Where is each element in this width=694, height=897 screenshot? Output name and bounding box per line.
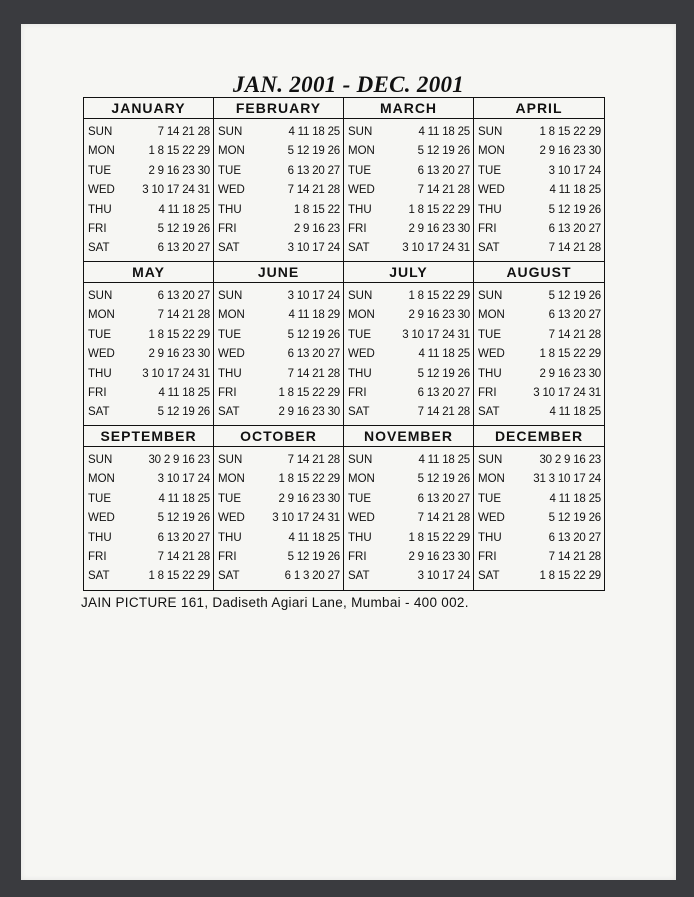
day-label: WED: [88, 348, 115, 361]
month-block-january: [84, 98, 214, 262]
day-label: THU: [348, 531, 372, 544]
day-row: [344, 403, 473, 422]
day-row: [214, 142, 343, 161]
week-rows: [344, 119, 473, 259]
day-dates: 4 11 18 25: [549, 406, 601, 419]
day-label: WED: [348, 512, 375, 525]
day-dates: 4 11 18 25: [288, 531, 340, 544]
day-dates: 5 12 19 26: [157, 222, 210, 235]
day-row: [344, 181, 473, 200]
day-dates: 6 13 20 27: [548, 309, 601, 322]
day-label: FRI: [348, 222, 367, 235]
day-dates: 7 14 21 28: [157, 126, 210, 138]
day-row: [84, 529, 213, 548]
day-row: [344, 142, 473, 161]
day-dates: 4 11 18 25: [418, 454, 470, 466]
day-row: [214, 181, 343, 200]
day-dates: 4 11 18 25: [549, 184, 601, 197]
day-label: TUE: [348, 492, 371, 505]
day-dates: 5 12 19 26: [287, 328, 340, 341]
month-name: FEBRUARY: [214, 98, 343, 119]
day-row: [84, 306, 213, 325]
day-label: SAT: [348, 406, 370, 419]
day-row: [474, 239, 604, 258]
day-row: [474, 451, 604, 470]
day-dates: 4 11 18 25: [418, 126, 470, 138]
day-dates: 4 11 18 25: [158, 492, 210, 505]
day-dates: 1 8 15 22 29: [278, 473, 340, 486]
day-label: THU: [478, 531, 502, 544]
day-dates: 4 11 18 25: [158, 203, 210, 216]
day-label: WED: [218, 512, 245, 525]
day-label: MON: [348, 473, 375, 486]
day-row: [344, 162, 473, 181]
calendar-grid: [83, 97, 605, 591]
day-label: TUE: [478, 164, 501, 177]
day-row: [214, 201, 343, 220]
day-dates: 1 8 15 22 29: [539, 570, 601, 583]
day-label: WED: [218, 184, 245, 197]
day-label: THU: [88, 531, 112, 544]
day-row: [84, 181, 213, 200]
day-row: [84, 123, 213, 142]
day-label: WED: [218, 348, 245, 361]
calendar-card: [21, 24, 676, 880]
day-dates: 5 12 19 26: [157, 406, 210, 419]
day-dates: 6 13 20 27: [157, 531, 210, 544]
day-label: FRI: [88, 550, 107, 563]
day-dates: 5 12 19 26: [287, 550, 340, 563]
day-row: [214, 470, 343, 489]
day-dates: 7 14 21 28: [417, 512, 470, 525]
month-name: AUGUST: [474, 262, 604, 283]
day-label: TUE: [88, 164, 111, 177]
day-row: [84, 509, 213, 528]
day-dates: 1 8 15 22 29: [148, 328, 210, 341]
day-row: [344, 345, 473, 364]
day-label: THU: [88, 203, 112, 216]
day-row: [214, 162, 343, 181]
day-dates: 6 13 20 27: [287, 348, 340, 361]
day-dates: 1 8 15 22 29: [408, 203, 470, 216]
day-row: [344, 220, 473, 239]
day-label: TUE: [218, 164, 241, 177]
day-dates: 5 12 19 26: [548, 203, 601, 216]
day-label: WED: [88, 184, 115, 197]
month-name: APRIL: [474, 98, 604, 119]
day-label: SUN: [348, 290, 373, 302]
day-row: [474, 470, 604, 489]
week-rows: [474, 119, 604, 259]
month-block-june: [214, 262, 344, 426]
day-dates: 5 12 19 26: [287, 145, 340, 158]
day-label: THU: [218, 367, 242, 380]
day-label: FRI: [348, 386, 367, 399]
day-row: [84, 548, 213, 567]
day-dates: 1 8 15 22 29: [148, 145, 210, 158]
day-row: [214, 509, 343, 528]
month-name: NOVEMBER: [344, 426, 473, 447]
day-label: SUN: [218, 290, 243, 302]
day-row: [84, 403, 213, 422]
day-label: THU: [218, 531, 242, 544]
day-row: [214, 287, 343, 306]
week-rows: [84, 119, 213, 259]
day-label: SUN: [478, 454, 503, 466]
day-label: TUE: [88, 328, 111, 341]
day-row: [474, 220, 604, 239]
day-row: [474, 287, 604, 306]
day-dates: 7 14 21 28: [417, 184, 470, 197]
day-row: [84, 142, 213, 161]
day-dates: 6 13 20 27: [548, 531, 601, 544]
day-row: [84, 470, 213, 489]
day-label: WED: [478, 348, 505, 361]
day-dates: 3 10 17 24: [157, 473, 210, 486]
day-dates: 31 3 10 17 24: [533, 473, 601, 486]
calendar-title: JAN. 2001 - DEC. 2001: [232, 72, 465, 97]
day-label: SAT: [348, 242, 370, 255]
day-row: [474, 326, 604, 345]
day-row: [214, 384, 343, 403]
day-dates: 2 9 16 23 30: [408, 309, 470, 322]
month-name: JUNE: [214, 262, 343, 283]
day-label: MON: [478, 473, 505, 486]
day-label: SAT: [478, 570, 500, 583]
day-dates: 2 9 16 23 30: [148, 164, 210, 177]
day-label: SAT: [218, 570, 240, 583]
day-dates: 6 13 20 27: [417, 164, 470, 177]
month-name: DECEMBER: [474, 426, 604, 447]
week-rows: [344, 283, 473, 423]
day-label: THU: [478, 203, 502, 216]
day-row: [474, 529, 604, 548]
day-dates: 6 13 20 27: [287, 164, 340, 177]
day-label: TUE: [478, 492, 501, 505]
day-row: [84, 239, 213, 258]
day-row: [474, 345, 604, 364]
day-row: [344, 567, 473, 586]
day-row: [474, 306, 604, 325]
day-label: THU: [88, 367, 112, 380]
day-row: [214, 490, 343, 509]
day-row: [344, 239, 473, 258]
week-rows: [214, 119, 343, 259]
day-label: MON: [218, 145, 245, 158]
day-dates: 7 14 21 28: [548, 242, 601, 255]
day-dates: 2 9 16 23 30: [539, 145, 601, 158]
day-row: [84, 220, 213, 239]
day-label: SUN: [348, 126, 373, 138]
day-label: FRI: [478, 386, 497, 399]
day-dates: 1 8 15 22 29: [278, 386, 340, 399]
day-dates: 3 10 17 24 31: [402, 328, 470, 341]
day-dates: 6 13 20 27: [417, 386, 470, 399]
month-name: JANUARY: [84, 98, 213, 119]
day-label: THU: [348, 203, 372, 216]
day-label: WED: [348, 348, 375, 361]
day-dates: 7 14 21 28: [417, 406, 470, 419]
day-dates: 1 8 15 22 29: [539, 348, 601, 361]
day-row: [344, 509, 473, 528]
month-block-july: [344, 262, 474, 426]
week-rows: [214, 283, 343, 423]
day-label: THU: [348, 367, 372, 380]
day-row: [474, 384, 604, 403]
day-label: WED: [88, 512, 115, 525]
day-row: [214, 365, 343, 384]
day-label: SAT: [88, 406, 110, 419]
day-label: MON: [218, 473, 245, 486]
day-label: MON: [478, 309, 505, 322]
week-rows: [474, 283, 604, 423]
day-label: SAT: [88, 570, 110, 583]
day-label: FRI: [218, 550, 237, 563]
day-row: [344, 306, 473, 325]
day-dates: 7 14 21 28: [548, 328, 601, 341]
day-label: FRI: [478, 550, 497, 563]
month-block-may: [84, 262, 214, 426]
day-row: [84, 287, 213, 306]
month-block-february: [214, 98, 344, 262]
day-row: [214, 123, 343, 142]
day-row: [214, 220, 343, 239]
day-label: FRI: [478, 222, 497, 235]
day-dates: 6 13 20 27: [548, 222, 601, 235]
day-dates: 6 13 20 27: [417, 492, 470, 505]
day-row: [344, 326, 473, 345]
day-label: TUE: [218, 328, 241, 341]
day-label: SAT: [88, 242, 110, 255]
day-row: [344, 451, 473, 470]
day-label: WED: [348, 184, 375, 197]
day-row: [214, 306, 343, 325]
day-dates: 7 14 21 28: [287, 184, 340, 197]
day-row: [84, 384, 213, 403]
day-dates: 7 14 21 28: [548, 550, 601, 563]
day-dates: 30 2 9 16 23: [148, 454, 210, 466]
day-dates: 2 9 16 23 30: [278, 492, 340, 505]
day-label: SUN: [478, 290, 503, 302]
month-name: JULY: [344, 262, 473, 283]
day-row: [344, 529, 473, 548]
day-dates: 5 12 19 26: [417, 367, 470, 380]
day-label: THU: [478, 367, 502, 380]
day-label: MON: [478, 145, 505, 158]
day-row: [84, 490, 213, 509]
day-row: [474, 162, 604, 181]
month-name: SEPTEMBER: [84, 426, 213, 447]
day-label: TUE: [348, 164, 371, 177]
day-label: WED: [478, 512, 505, 525]
day-row: [474, 509, 604, 528]
day-row: [474, 490, 604, 509]
day-label: MON: [88, 309, 115, 322]
month-block-april: [474, 98, 604, 262]
day-row: [474, 181, 604, 200]
month-name: OCTOBER: [214, 426, 343, 447]
day-dates: 4 11 18 25: [158, 386, 210, 399]
day-dates: 2 9 16 23 30: [539, 367, 601, 380]
day-dates: 7 14 21 28: [157, 550, 210, 563]
day-dates: 3 10 17 24 31: [272, 512, 340, 525]
day-label: SAT: [478, 242, 500, 255]
day-label: SUN: [478, 126, 503, 138]
day-dates: 5 12 19 26: [157, 512, 210, 525]
day-row: [84, 451, 213, 470]
day-dates: 2 9 16 23 30: [408, 222, 470, 235]
month-block-march: [344, 98, 474, 262]
week-rows: [344, 447, 473, 587]
day-row: [344, 470, 473, 489]
day-label: MON: [348, 145, 375, 158]
day-label: THU: [218, 203, 242, 216]
day-label: MON: [348, 309, 375, 322]
day-dates: 1 8 15 22 29: [408, 290, 470, 302]
day-row: [84, 162, 213, 181]
day-dates: 4 11 18 25: [549, 492, 601, 505]
day-row: [214, 345, 343, 364]
day-dates: 2 9 16 23: [293, 222, 340, 235]
day-dates: 1 8 15 22: [293, 203, 340, 216]
day-label: FRI: [218, 222, 237, 235]
day-row: [84, 567, 213, 586]
day-label: TUE: [218, 492, 241, 505]
day-row: [474, 548, 604, 567]
day-dates: 1 8 15 22 29: [539, 126, 601, 138]
day-label: TUE: [88, 492, 111, 505]
day-dates: 3 10 17 24: [287, 290, 340, 302]
week-rows: [84, 447, 213, 587]
day-row: [474, 123, 604, 142]
day-label: FRI: [218, 386, 237, 399]
week-rows: [214, 447, 343, 587]
month-block-december: [474, 426, 604, 590]
day-row: [84, 201, 213, 220]
day-row: [474, 201, 604, 220]
day-row: [344, 548, 473, 567]
day-row: [84, 326, 213, 345]
day-label: SAT: [348, 570, 370, 583]
day-dates: 5 12 19 26: [417, 145, 470, 158]
day-dates: 3 10 17 24: [287, 242, 340, 255]
day-dates: 5 12 19 26: [548, 290, 601, 302]
day-row: [214, 529, 343, 548]
day-row: [344, 287, 473, 306]
publisher-footer: JAIN PICTURE 161, Dadiseth Agiari Lane, Mumbai - 400 002.: [81, 595, 469, 610]
day-row: [214, 567, 343, 586]
day-label: SUN: [88, 454, 113, 466]
day-row: [474, 365, 604, 384]
day-dates: 30 2 9 16 23: [539, 454, 601, 466]
day-row: [84, 345, 213, 364]
day-row: [214, 326, 343, 345]
day-label: TUE: [478, 328, 501, 341]
day-dates: 7 14 21 28: [157, 309, 210, 322]
day-dates: 3 10 17 24: [417, 570, 470, 583]
day-row: [344, 365, 473, 384]
day-dates: 5 12 19 26: [548, 512, 601, 525]
day-dates: 6 13 20 27: [157, 242, 210, 255]
day-label: FRI: [88, 386, 107, 399]
day-label: FRI: [88, 222, 107, 235]
day-label: SUN: [218, 126, 243, 138]
month-name: MARCH: [344, 98, 473, 119]
day-dates: 4 11 18 25: [418, 348, 470, 361]
day-dates: 4 11 18 25: [288, 126, 340, 138]
day-dates: 3 10 17 24 31: [402, 242, 470, 255]
day-row: [474, 567, 604, 586]
day-dates: 3 10 17 24 31: [142, 367, 210, 380]
week-rows: [84, 283, 213, 423]
day-dates: 5 12 19 26: [417, 473, 470, 486]
day-label: SAT: [218, 406, 240, 419]
day-dates: 3 10 17 24 31: [142, 184, 210, 197]
day-row: [214, 548, 343, 567]
day-dates: 3 10 17 24: [548, 164, 601, 177]
day-label: WED: [478, 184, 505, 197]
day-row: [214, 403, 343, 422]
day-dates: 2 9 16 23 30: [278, 406, 340, 419]
day-dates: 2 9 16 23 30: [408, 550, 470, 563]
day-dates: 2 9 16 23 30: [148, 348, 210, 361]
day-dates: 4 11 18 29: [288, 309, 340, 322]
day-label: SUN: [218, 454, 243, 466]
month-block-november: [344, 426, 474, 590]
day-label: SUN: [348, 454, 373, 466]
month-block-september: [84, 426, 214, 590]
day-label: SAT: [218, 242, 240, 255]
day-label: SUN: [88, 290, 113, 302]
day-row: [344, 201, 473, 220]
day-dates: 7 14 21 28: [287, 454, 340, 466]
day-label: FRI: [348, 550, 367, 563]
month-block-october: [214, 426, 344, 590]
day-dates: 6 1 3 20 27: [284, 570, 340, 583]
day-dates: 3 10 17 24 31: [533, 386, 601, 399]
day-row: [344, 384, 473, 403]
week-rows: [474, 447, 604, 587]
day-dates: 1 8 15 22 29: [408, 531, 470, 544]
day-label: TUE: [348, 328, 371, 341]
day-row: [344, 123, 473, 142]
day-row: [84, 365, 213, 384]
day-row: [214, 451, 343, 470]
day-label: MON: [88, 145, 115, 158]
day-label: MON: [88, 473, 115, 486]
day-row: [474, 403, 604, 422]
day-dates: 6 13 20 27: [157, 290, 210, 302]
day-row: [474, 142, 604, 161]
month-name: MAY: [84, 262, 213, 283]
day-dates: 1 8 15 22 29: [148, 570, 210, 583]
day-row: [214, 239, 343, 258]
day-dates: 7 14 21 28: [287, 367, 340, 380]
month-block-august: [474, 262, 604, 426]
day-row: [344, 490, 473, 509]
day-label: SAT: [478, 406, 500, 419]
day-label: MON: [218, 309, 245, 322]
day-label: SUN: [88, 126, 113, 138]
